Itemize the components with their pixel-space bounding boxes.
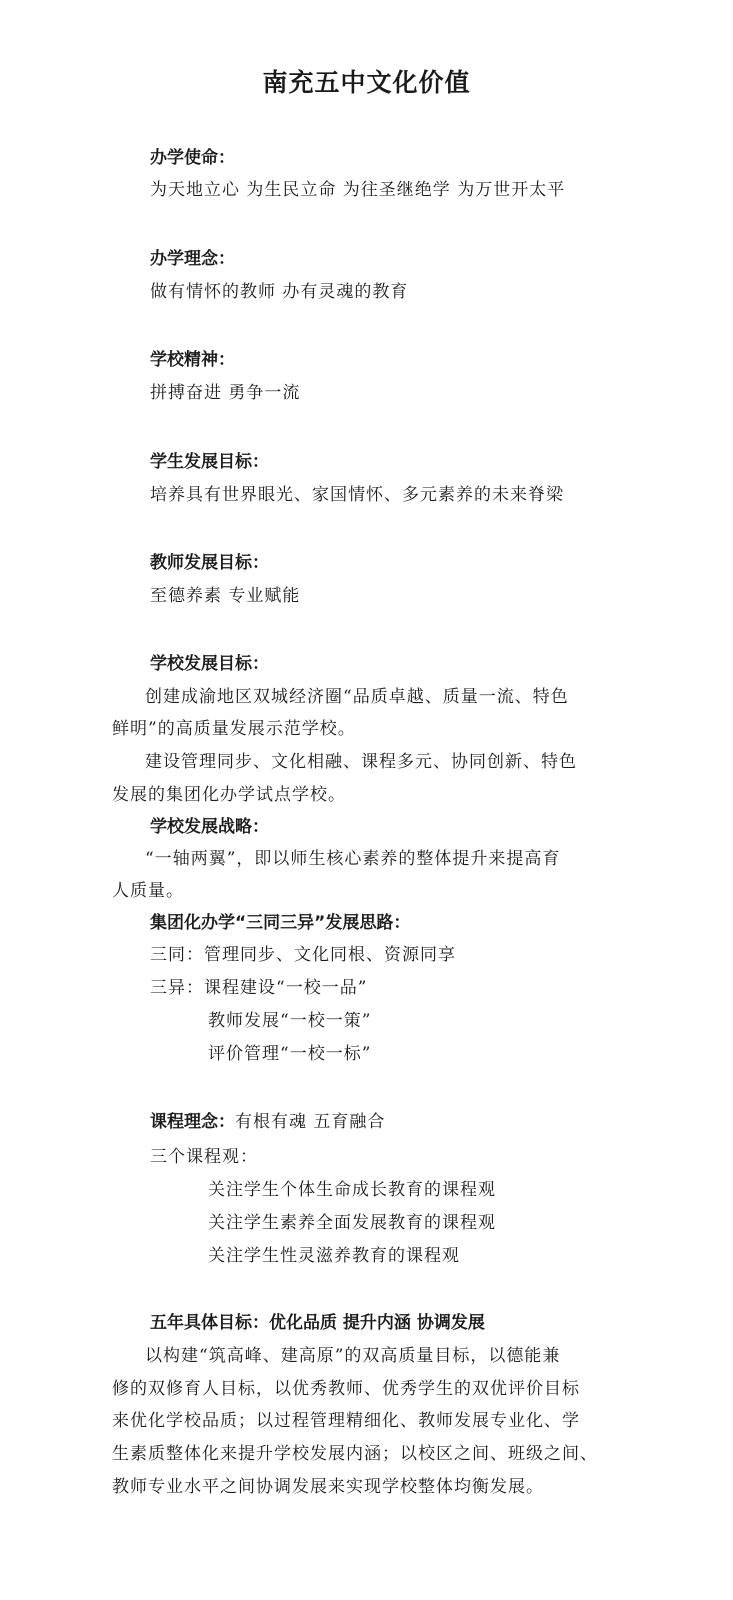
philosophy-heading: 办学理念： — [150, 249, 235, 269]
five-year-line-1: 以构建“筑高峰、建高原”的双高质量目标，以德能兼 — [145, 1346, 561, 1366]
philosophy-text: 做有情怀的教师 办有灵魂的教育 — [150, 282, 409, 302]
student-goal-heading: 学生发展目标： — [150, 452, 269, 472]
strategy-heading: 学校发展战略： — [150, 817, 269, 837]
strategy-line-2: 人质量。 — [112, 881, 184, 901]
curriculum-three-views: 三个课程观： — [150, 1147, 258, 1167]
five-year-line-3: 来优化学校品质；以过程管理精细化、教师发展专业化、学 — [112, 1411, 580, 1431]
school-goal-paragraph-1-line-1: 创建成渝地区双城经济圈“品质卓越、质量一流、特色 — [145, 687, 569, 707]
mission-heading: 办学使命： — [150, 148, 235, 168]
group-diff-1: 三异：课程建设“一校一品” — [150, 978, 368, 998]
curriculum-heading — [150, 1110, 385, 1134]
group-diff-2: 教师发展“一校一策” — [208, 1011, 372, 1031]
curriculum-view-3: 关注学生性灵滋养教育的课程观 — [208, 1246, 460, 1266]
school-goal-heading: 学校发展目标： — [150, 654, 269, 674]
teacher-goal-text: 至德养素 专业赋能 — [150, 586, 301, 606]
five-year-line-2: 修的双修育人目标，以优秀教师、优秀学生的双优评价目标 — [112, 1379, 580, 1399]
document-title: 南充五中文化价值 — [262, 68, 471, 97]
five-year-heading-label: 五年具体目标： — [150, 1313, 269, 1333]
group-diff-3: 评价管理“一校一标” — [208, 1044, 372, 1064]
group-heading: 集团化办学“三同三异”发展思路： — [150, 913, 411, 933]
student-goal-text: 培养具有世界眼光、家国情怀、多元素养的未来脊梁 — [150, 485, 564, 505]
curriculum-heading-label: 课程理念： — [150, 1112, 235, 1132]
school-goal-paragraph-2-line-1: 建设管理同步、文化相融、课程多元、协同创新、特色 — [145, 752, 577, 772]
curriculum-view-1: 关注学生个体生命成长教育的课程观 — [208, 1180, 496, 1200]
group-same: 三同：管理同步、文化同根、资源同享 — [150, 945, 456, 965]
school-goal-paragraph-2-line-2: 发展的集团化办学试点学校。 — [112, 785, 346, 805]
strategy-line-1: “一轴两翼”，即以师生核心素养的整体提升来提高育 — [145, 849, 561, 869]
mission-text: 为天地立心 为生民立命 为往圣继绝学 为万世开太平 — [150, 180, 566, 200]
curriculum-view-2: 关注学生素养全面发展教育的课程观 — [208, 1213, 496, 1233]
teacher-goal-heading: 教师发展目标： — [150, 553, 269, 573]
five-year-line-4: 生素质整体化来提升学校发展内涵；以校区之间、班级之间、 — [112, 1444, 598, 1464]
spirit-text: 拼搏奋进 勇争一流 — [150, 383, 301, 403]
school-goal-paragraph-1-line-2: 鲜明”的高质量发展示范学校。 — [112, 719, 356, 739]
five-year-line-5: 教师专业水平之间协调发展来实现学校整体均衡发展。 — [112, 1477, 544, 1497]
curriculum-text: 有根有魂 五育融合 — [235, 1112, 386, 1132]
five-year-heading — [150, 1311, 485, 1335]
five-year-slogan: 优化品质 提升内涵 协调发展 — [269, 1313, 485, 1333]
spirit-heading: 学校精神： — [150, 350, 235, 370]
